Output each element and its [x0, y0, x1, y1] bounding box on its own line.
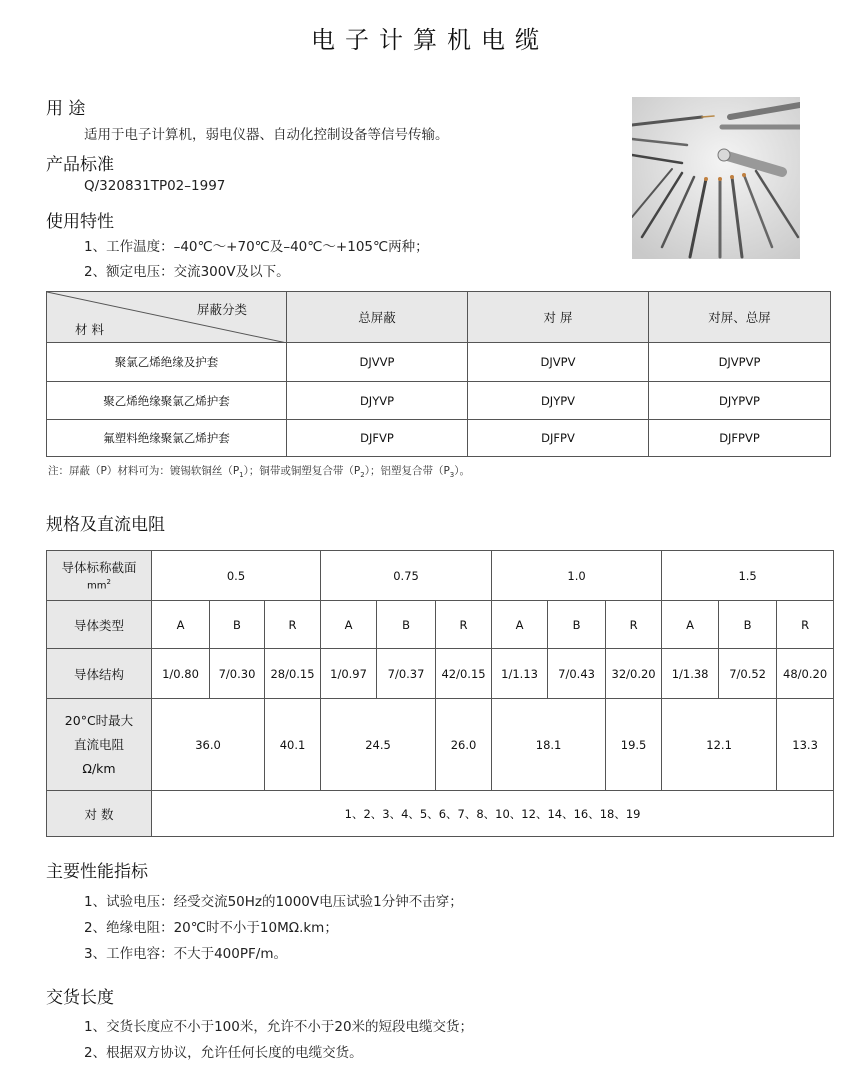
- row-header-type: 导体类型: [47, 601, 152, 649]
- feature-1-label: 工作温度：: [106, 239, 174, 255]
- perf-1-prefix: 1、: [84, 894, 107, 910]
- feature-1-value: –40℃～+70℃及–40℃～+105℃两种；: [173, 239, 429, 255]
- area-cell: 1.5: [662, 551, 834, 601]
- feature-2-value: 交流300V及以下。: [173, 264, 290, 280]
- features-heading: 使用特性: [46, 212, 114, 232]
- model-cell: DJYPV: [468, 382, 649, 420]
- resistance-label-line: 直流电阻: [73, 736, 124, 752]
- area-label: 导体标称截面: [61, 560, 137, 576]
- performance-item-1: [84, 890, 463, 910]
- resistance-cell: 18.1: [492, 699, 606, 791]
- model-cell: DJVPV: [468, 343, 649, 382]
- row-header-pairs: 对 数: [47, 791, 152, 837]
- type-cell: R: [606, 601, 662, 649]
- row-header-resistance: [47, 699, 152, 791]
- model-table-corner: [47, 292, 287, 343]
- performance-heading: 主要性能指标: [46, 862, 148, 882]
- resistance-cell: 12.1: [662, 699, 777, 791]
- feature-2-prefix: 2、: [84, 264, 107, 280]
- note-subscript: 2: [360, 471, 365, 480]
- resistance-cell: 19.5: [606, 699, 662, 791]
- note-text: 注：屏蔽（P）材料可为：镀锡软铜丝（P: [48, 465, 240, 477]
- area-cell: 0.75: [321, 551, 492, 601]
- note-text: ）；铜带或铜塑复合带（P: [243, 465, 361, 477]
- table-row: [47, 343, 831, 382]
- note-text: ）；铝塑复合带（P: [364, 465, 450, 477]
- type-cell: A: [152, 601, 210, 649]
- table-row: [47, 601, 834, 649]
- note-subscript: 3: [449, 471, 455, 480]
- structure-cell: 42/0.15: [436, 649, 492, 699]
- type-cell: B: [210, 601, 265, 649]
- column-header: 对屏、总屏: [649, 292, 831, 343]
- table-row: [47, 791, 834, 837]
- perf-1-value: 经受交流50Hz的1000V电压试验1分钟不击穿；: [173, 894, 463, 910]
- structure-cell: 1/1.13: [492, 649, 548, 699]
- type-cell: B: [548, 601, 606, 649]
- feature-1-prefix: 1、: [84, 239, 107, 255]
- resistance-cell: 40.1: [265, 699, 321, 791]
- table-row: [47, 382, 831, 420]
- shield-material-note: [48, 463, 470, 479]
- structure-cell: 1/1.38: [662, 649, 719, 699]
- type-cell: R: [265, 601, 321, 649]
- resistance-cell: 26.0: [436, 699, 492, 791]
- structure-cell: 7/0.52: [719, 649, 777, 699]
- page-title: 电子计算机电缆: [311, 26, 549, 54]
- type-cell: B: [377, 601, 436, 649]
- model-cell: DJVVP: [287, 343, 468, 382]
- table-row: [47, 699, 834, 791]
- structure-cell: 7/0.37: [377, 649, 436, 699]
- type-cell: R: [436, 601, 492, 649]
- cable-photo-icon: [632, 97, 800, 259]
- model-table: [46, 291, 831, 457]
- perf-3-prefix: 3、: [84, 946, 107, 962]
- type-cell: A: [492, 601, 548, 649]
- structure-cell: 1/0.80: [152, 649, 210, 699]
- structure-cell: 32/0.20: [606, 649, 662, 699]
- feature-temperature: [84, 235, 429, 255]
- type-cell: R: [777, 601, 834, 649]
- material-cell: 聚氯乙烯绝缘及护套: [47, 343, 287, 382]
- perf-2-label: 绝缘电阻：: [106, 920, 174, 936]
- corner-shield-label: 屏蔽分类: [197, 302, 248, 317]
- structure-cell: 28/0.15: [265, 649, 321, 699]
- spec-heading: 规格及直流电阻: [46, 515, 165, 535]
- model-cell: DJFPV: [468, 420, 649, 457]
- table-row: [47, 649, 834, 699]
- resistance-cell: 24.5: [321, 699, 436, 791]
- column-header: 总屏蔽: [287, 292, 468, 343]
- pairs-cell: 1、2、3、4、5、6、7、8、10、12、14、16、18、19: [152, 791, 834, 837]
- table-row: [47, 420, 831, 457]
- perf-3-label: 工作电容：: [106, 946, 174, 962]
- resistance-cell: 13.3: [777, 699, 834, 791]
- area-unit: [47, 576, 151, 592]
- corner-material-label: 材 料: [75, 322, 104, 337]
- column-header: 对 屏: [468, 292, 649, 343]
- resistance-label-line: Ω/km: [82, 760, 116, 776]
- feature-2-label: 额定电压：: [106, 264, 174, 280]
- delivery-item-1: 1、交货长度应不小于100米，允许不小于20米的短段电缆交货；: [84, 1019, 474, 1035]
- model-cell: DJYPVP: [649, 382, 831, 420]
- area-cell: 0.5: [152, 551, 321, 601]
- spec-table: [46, 550, 834, 837]
- resistance-cell: 36.0: [152, 699, 265, 791]
- type-cell: A: [662, 601, 719, 649]
- row-header-structure: 导体结构: [47, 649, 152, 699]
- delivery-item-2: 2、根据双方协议，允许任何长度的电缆交货。: [84, 1045, 363, 1061]
- model-cell: DJFPVP: [649, 420, 831, 457]
- structure-cell: 7/0.43: [548, 649, 606, 699]
- material-cell: 聚乙烯绝缘聚氯乙烯护套: [47, 382, 287, 420]
- performance-item-3: [84, 942, 287, 962]
- performance-item-2: [84, 916, 338, 936]
- model-cell: DJVPVP: [649, 343, 831, 382]
- note-text: ）。: [454, 465, 471, 477]
- perf-2-prefix: 2、: [84, 920, 107, 936]
- area-cell: 1.0: [492, 551, 662, 601]
- feature-voltage: [84, 260, 290, 280]
- usage-heading: 用 途: [46, 99, 86, 119]
- table-row: [47, 551, 834, 601]
- resistance-label-line: 20°C时最大: [64, 712, 134, 728]
- model-cell: DJYVP: [287, 382, 468, 420]
- standard-heading: 产品标准: [46, 155, 114, 175]
- structure-cell: 7/0.30: [210, 649, 265, 699]
- usage-text: 适用于电子计算机，弱电仪器、自动化控制设备等信号传输。: [84, 127, 449, 143]
- type-cell: B: [719, 601, 777, 649]
- area-unit-sup: 2: [106, 578, 111, 587]
- material-cell: 氟塑料绝缘聚氯乙烯护套: [47, 420, 287, 457]
- perf-2-value: 20℃时不小于10MΩ.km；: [173, 920, 338, 936]
- standard-text: Q/320831TP02–1997: [84, 178, 226, 194]
- row-header-area: [47, 551, 152, 601]
- model-cell: DJFVP: [287, 420, 468, 457]
- area-unit-text: mm: [87, 580, 107, 592]
- perf-1-label: 试验电压：: [106, 894, 174, 910]
- note-subscript: 1: [239, 471, 244, 480]
- structure-cell: 48/0.20: [777, 649, 834, 699]
- delivery-heading: 交货长度: [46, 988, 114, 1008]
- type-cell: A: [321, 601, 377, 649]
- perf-3-value: 不大于400PF/m。: [173, 946, 287, 962]
- structure-cell: 1/0.97: [321, 649, 377, 699]
